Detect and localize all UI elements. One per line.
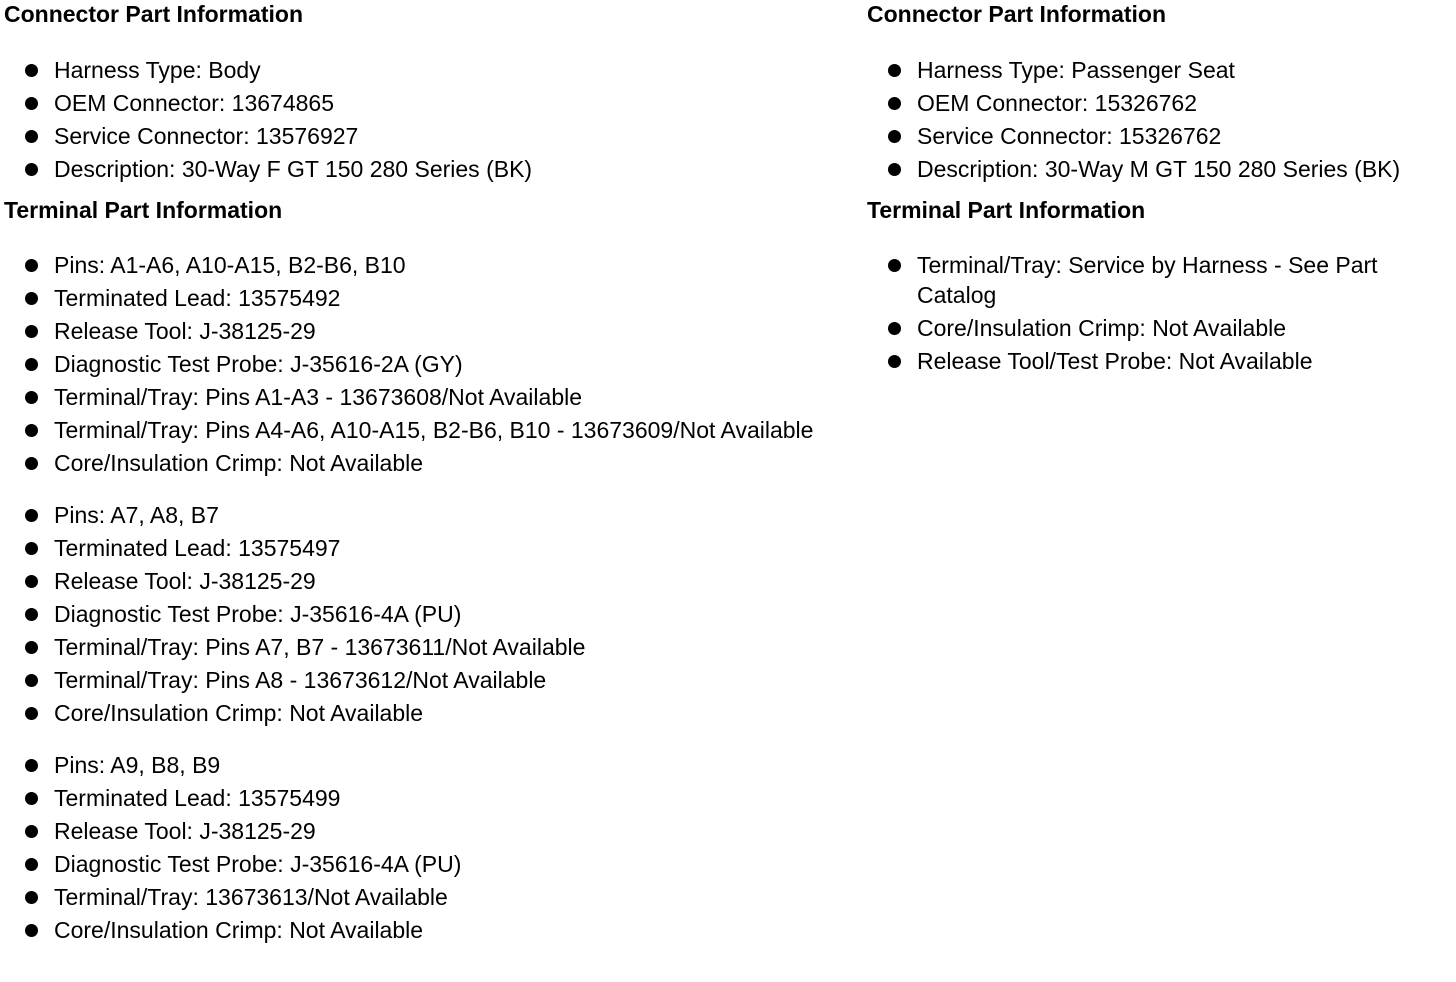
list-item: Pins: A1-A6, A10-A15, B2-B6, B10 xyxy=(4,250,814,280)
left-connector-column xyxy=(4,0,824,948)
list-item: Diagnostic Test Probe: J-35616-2A (GY) xyxy=(4,349,814,379)
list-item: Release Tool: J-38125-29 xyxy=(4,816,814,846)
list-item: Terminal/Tray: Pins A7, B7 - 13673611/Not Available xyxy=(4,632,814,662)
list-item: Terminal/Tray: Pins A1-A3 - 13673608/Not Available xyxy=(4,382,814,412)
right-connector-list xyxy=(867,55,1452,184)
list-item: Description: 30-Way F GT 150 280 Series (BK) xyxy=(4,154,814,184)
list-item: Pins: A7, A8, B7 xyxy=(4,500,814,530)
list-item: Service Connector: 13576927 xyxy=(4,121,814,151)
list-item: Terminal/Tray: Pins A4-A6, A10-A15, B2-B6, B10 - 13673609/Not Available xyxy=(4,415,814,445)
list-item: Terminated Lead: 13575497 xyxy=(4,533,814,563)
left-connector-heading: Connector Part Information xyxy=(4,1,304,27)
list-item: Terminal/Tray: 13673613/Not Available xyxy=(4,882,814,912)
list-item: Release Tool: J-38125-29 xyxy=(4,566,814,596)
list-item: OEM Connector: 13674865 xyxy=(4,88,814,118)
list-item: Harness Type: Body xyxy=(4,55,814,85)
right-terminal-heading: Terminal Part Information xyxy=(867,197,1146,223)
list-item: Diagnostic Test Probe: J-35616-4A (PU) xyxy=(4,849,814,879)
right-connector-column xyxy=(867,0,1452,379)
right-connector-heading: Connector Part Information xyxy=(867,1,1167,27)
list-item: Harness Type: Passenger Seat xyxy=(867,55,1437,85)
list-item: Release Tool/Test Probe: Not Available xyxy=(867,346,1437,376)
left-terminal-heading: Terminal Part Information xyxy=(4,197,283,223)
left-connector-list xyxy=(4,55,824,184)
list-item: Terminated Lead: 13575499 xyxy=(4,783,814,813)
list-item: Core/Insulation Crimp: Not Available xyxy=(867,313,1437,343)
list-item: Core/Insulation Crimp: Not Available xyxy=(4,698,814,728)
right-terminal-list xyxy=(867,250,1452,376)
list-item: Core/Insulation Crimp: Not Available xyxy=(4,448,814,478)
left-terminal-group-1 xyxy=(4,250,824,478)
list-item: OEM Connector: 15326762 xyxy=(867,88,1437,118)
list-item: Terminal/Tray: Service by Harness - See Part Catalog xyxy=(867,250,1437,310)
list-item: Core/Insulation Crimp: Not Available xyxy=(4,915,814,945)
list-item: Description: 30-Way M GT 150 280 Series (BK) xyxy=(867,154,1437,184)
list-item: Service Connector: 15326762 xyxy=(867,121,1437,151)
list-item: Terminal/Tray: Pins A8 - 13673612/Not Available xyxy=(4,665,814,695)
list-item: Release Tool: J-38125-29 xyxy=(4,316,814,346)
left-terminal-group-3 xyxy=(4,750,824,945)
list-item: Diagnostic Test Probe: J-35616-4A (PU) xyxy=(4,599,814,629)
list-item: Pins: A9, B8, B9 xyxy=(4,750,814,780)
left-terminal-group-2 xyxy=(4,500,824,728)
list-item: Terminated Lead: 13575492 xyxy=(4,283,814,313)
